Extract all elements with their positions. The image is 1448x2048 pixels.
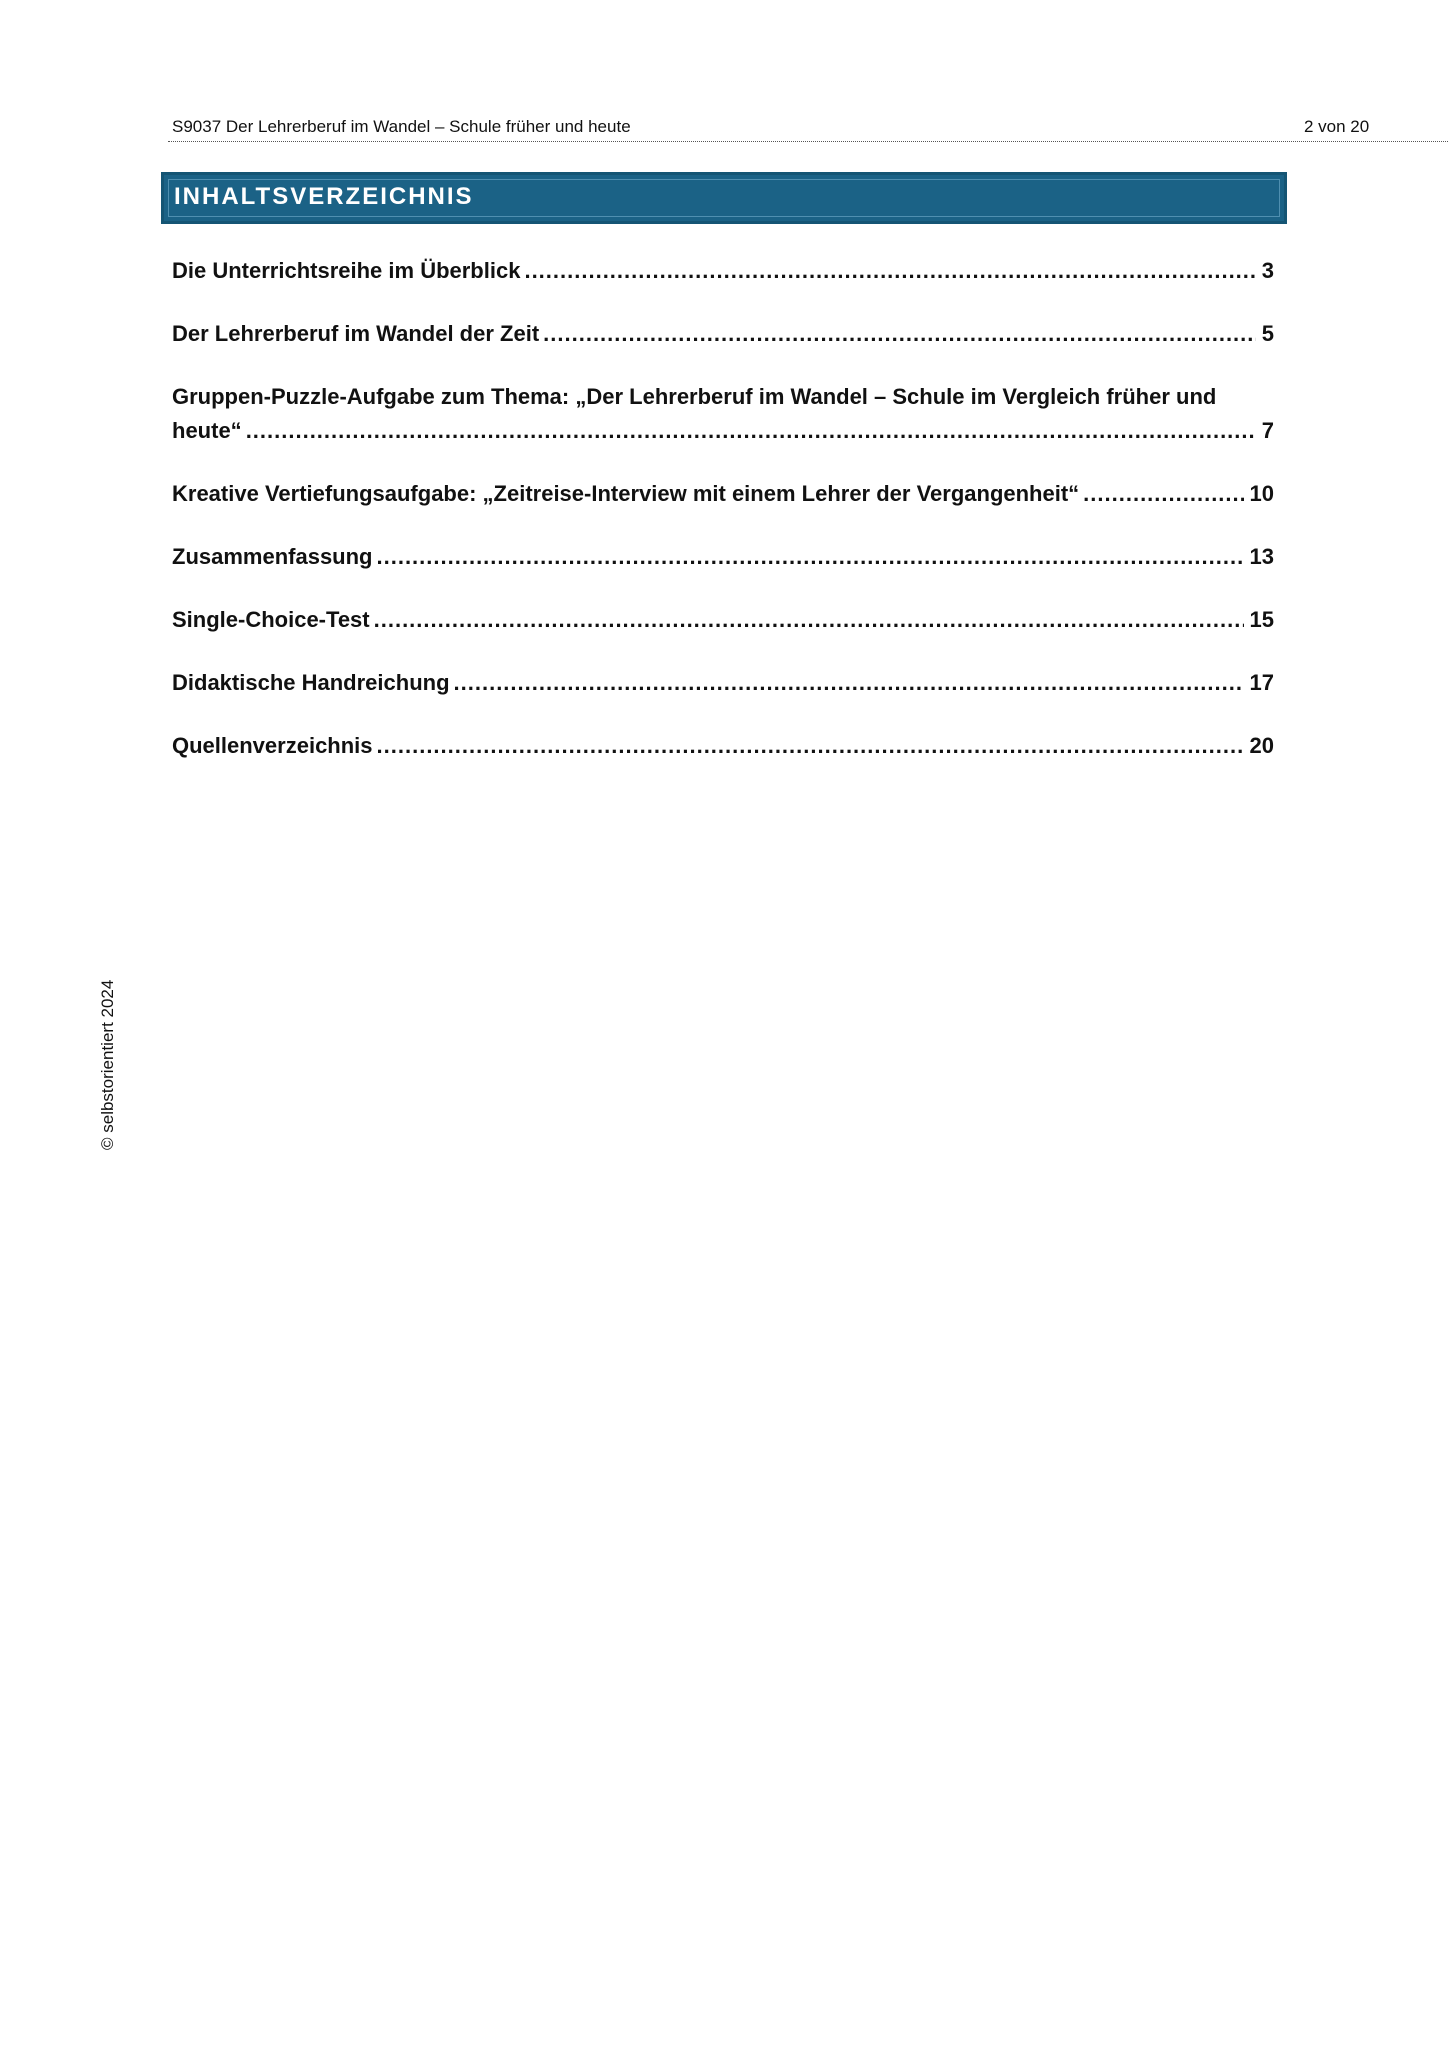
toc-entry-label: Quellenverzeichnis [172,733,373,758]
toc-entry-label-line2: heute“ [172,418,242,443]
toc-dot-leader [454,666,1244,700]
toc-entry-label: Zusammenfassung [172,544,373,569]
page-header [168,113,1448,142]
toc-entry-label: Der Lehrerberuf im Wandel der Zeit [172,321,540,346]
toc-entry-gruppen-puzzle[interactable] [172,380,1274,448]
document-title: S9037 Der Lehrerberuf im Wandel – Schule früher und heute [172,117,631,136]
toc-entry-label-line1: Gruppen-Puzzle-Aufgabe zum Thema: „Der Lehrerberuf im Wandel – Schule im Vergleich früher und [172,384,1217,409]
toc-entry-lehrerberuf[interactable] [172,317,1274,351]
toc-dot-leader [377,729,1244,763]
toc-entry-page: 7 [1261,418,1274,443]
copyright-notice: © selbstorientiert 2024 [98,979,117,1150]
toc-entry-page: 13 [1249,544,1274,569]
toc-entry-overview[interactable] [172,254,1274,288]
toc-entry-page: 20 [1249,733,1274,758]
toc-entry-label: Single-Choice-Test [172,607,370,632]
toc-entry-didaktische-handreichung[interactable] [172,666,1274,700]
toc-dot-leader [374,603,1244,637]
toc-heading: INHALTSVERZEICHNIS [174,183,474,210]
toc-dot-leader [543,317,1256,351]
table-of-contents [172,254,1274,792]
toc-entry-page: 17 [1249,670,1274,695]
toc-dot-leader [1083,477,1243,511]
toc-entry-page: 5 [1261,321,1274,346]
toc-entry-label: Kreative Vertiefungsaufgabe: „Zeitreise-Interview mit einem Lehrer der Vergangenheit“ [172,481,1080,506]
toc-entry-kreative-vertiefung[interactable] [172,477,1274,511]
page-indicator: 2 von 20 [1304,117,1370,136]
toc-entry-page: 15 [1249,607,1274,632]
toc-dot-leader [246,414,1256,448]
toc-entry-label: Didaktische Handreichung [172,670,450,695]
toc-dot-leader [524,254,1255,288]
toc-entry-single-choice-test[interactable] [172,603,1274,637]
toc-entry-page: 3 [1261,258,1274,283]
toc-heading-banner [161,172,1287,224]
toc-entry-zusammenfassung[interactable] [172,540,1274,574]
toc-dot-leader [377,540,1244,574]
toc-entry-label: Die Unterrichtsreihe im Überblick [172,258,521,283]
toc-entry-page: 10 [1249,481,1274,506]
toc-entry-quellenverzeichnis[interactable] [172,729,1274,763]
